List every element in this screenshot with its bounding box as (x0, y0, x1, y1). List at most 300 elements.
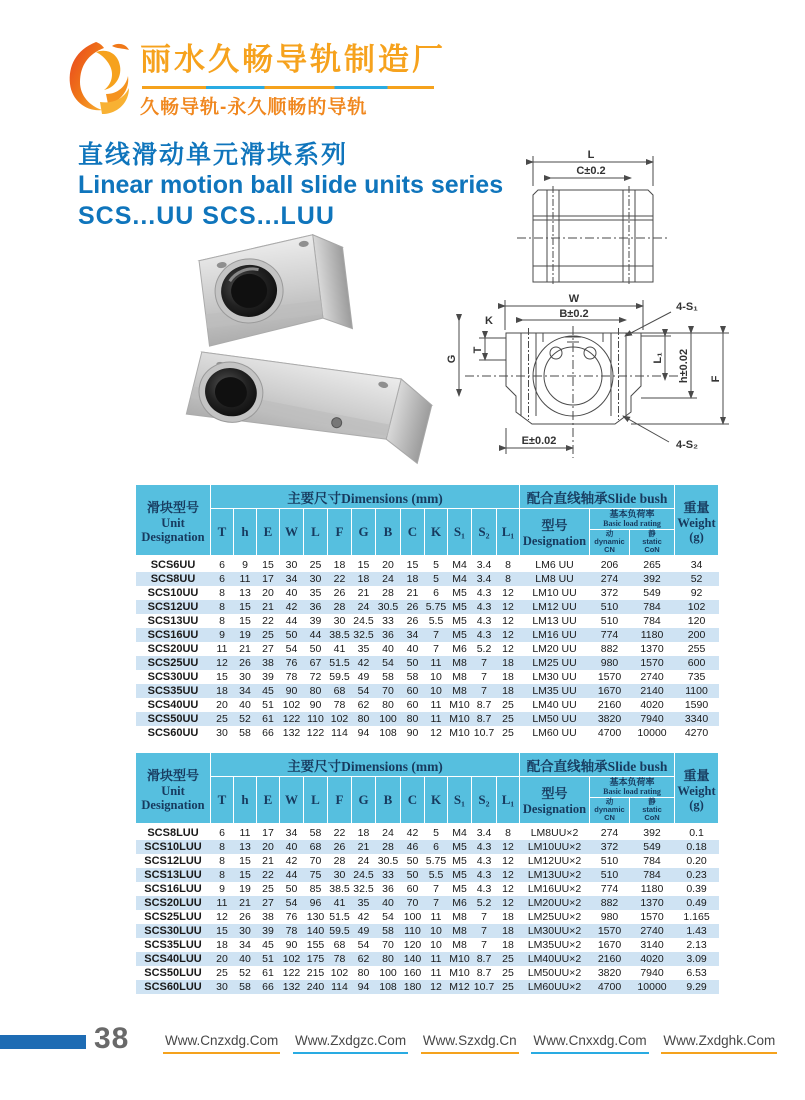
dim-label-T: T (472, 346, 484, 354)
value-cell: 28 (376, 840, 401, 854)
value-cell: LM6 UU (535, 559, 574, 571)
unit-designation-cell: SCS25LUU (144, 911, 202, 923)
website-link[interactable]: Www.Cnzxdg.Com (163, 1033, 280, 1054)
value-cell: 8 (211, 600, 234, 614)
value-cell: 44 (280, 868, 304, 882)
value-cell: 13 (239, 587, 251, 599)
value-cell: 35 (357, 643, 370, 655)
value-cell: M5 (448, 868, 472, 882)
value-cell: LM10UU×2 (520, 840, 590, 854)
value-cell: 44 (304, 628, 328, 642)
value-cell: 4020 (630, 952, 675, 966)
value-cell: 58 (376, 924, 401, 938)
value-cell: 7 (481, 671, 487, 683)
value-cell: 36 (376, 628, 401, 642)
value-cell: 33 (376, 868, 401, 882)
value-cell: 114 (331, 727, 348, 739)
value-cell: 24 (352, 600, 376, 614)
header-dynamic-load: 动 dynamic CN (590, 529, 630, 556)
value-cell: 26 (328, 840, 352, 854)
value-cell: 32.5 (353, 629, 374, 641)
value-cell: 7 (425, 896, 448, 910)
header-col-S1: S₁ (448, 777, 472, 825)
value-cell: 100 (403, 911, 422, 923)
value-cell: LM12 UU (520, 600, 590, 614)
value-cell: 30 (234, 924, 257, 938)
value-cell: 42 (285, 855, 298, 867)
value-cell: 8.7 (472, 952, 497, 966)
dim-label-W: W (568, 293, 580, 305)
unit-designation-cell: SCS30LUU (136, 924, 211, 938)
table-header (136, 485, 719, 557)
photo-long-slide-unit (186, 331, 436, 472)
value-cell: 600 (675, 656, 719, 670)
value-cell: 392 (643, 827, 661, 839)
value-cell: 60 (401, 684, 425, 698)
value-cell: M10 (449, 953, 470, 965)
value-cell: 17 (257, 572, 280, 586)
table-row (136, 600, 719, 614)
value-cell: 102 (330, 967, 349, 979)
value-cell: 784 (630, 868, 675, 882)
value-cell: 68 (304, 840, 328, 854)
value-cell: LM40UU×2 (520, 952, 590, 966)
header-dynamic-load: 动 dynamic CN (590, 797, 630, 824)
value-cell: LM25UU×2 (527, 911, 582, 923)
header-col-L: L (304, 777, 328, 825)
value-cell: M4 (452, 559, 467, 571)
value-cell: 20 (216, 699, 228, 711)
website-link[interactable]: Www.Zxdgzc.Com (293, 1033, 408, 1054)
value-cell: 3.4 (472, 572, 497, 586)
value-cell: 25 (497, 952, 520, 966)
value-cell: LM16UU×2 (527, 883, 582, 895)
value-cell: 7940 (640, 967, 664, 979)
value-cell: 76 (280, 656, 304, 670)
value-cell: 4700 (590, 980, 630, 994)
value-cell: 784 (643, 615, 661, 627)
header-col-h: h (234, 777, 257, 825)
value-cell: 54 (382, 911, 394, 923)
value-cell: 11 (430, 911, 442, 923)
value-cell: 6 (219, 559, 225, 571)
value-cell: 1.43 (675, 924, 719, 938)
value-cell: 10000 (630, 980, 675, 994)
dim-label-4S1: 4-S₁ (676, 301, 698, 313)
value-cell: 94 (352, 980, 376, 994)
value-cell: 15 (234, 600, 257, 614)
value-cell: 24.5 (353, 615, 374, 627)
value-cell: 274 (590, 572, 630, 586)
value-cell: 7 (472, 656, 497, 670)
value-cell: 784 (643, 855, 661, 867)
value-cell: 25 (309, 559, 322, 571)
value-cell: 372 (600, 587, 619, 599)
value-cell: 38.5 (329, 883, 350, 895)
value-cell: 160 (403, 967, 422, 979)
value-cell: 36 (304, 600, 328, 614)
value-cell: 66 (262, 727, 274, 739)
logo-underline (142, 86, 434, 89)
dim-label-h: h±0.02 (678, 348, 690, 384)
value-cell: 92 (690, 587, 703, 599)
value-cell: 12 (216, 911, 228, 923)
website-link[interactable]: Www.Zxdghk.Com (661, 1033, 777, 1054)
value-cell: M10 (449, 727, 470, 739)
value-cell: 1570 (630, 656, 675, 670)
value-cell: LM60UU×2 (520, 980, 590, 994)
header-col-E: E (257, 509, 280, 557)
header-dimensions-group: 主要尺寸Dimensions (mm) (211, 753, 520, 777)
value-cell: 51 (262, 699, 274, 711)
header-col-S2: S₂ (472, 777, 497, 825)
table-row (136, 854, 719, 868)
value-cell: 42 (280, 600, 304, 614)
table-row (136, 868, 719, 882)
value-cell: 215 (306, 967, 325, 979)
value-cell: 61 (262, 967, 274, 979)
value-cell: 60 (406, 699, 419, 711)
value-cell: 33 (382, 615, 394, 627)
value-cell: 20 (257, 840, 280, 854)
value-cell: 42 (357, 911, 370, 923)
value-cell: 54 (285, 643, 298, 655)
value-cell: 9 (242, 559, 248, 571)
value-cell: 102 (280, 952, 304, 966)
value-cell: 7 (481, 939, 487, 951)
value-cell: 102 (282, 699, 301, 711)
spec-table-scs-luu (135, 752, 719, 994)
value-cell: 25 (497, 980, 520, 994)
unit-designation-cell: SCS12UU (136, 600, 211, 614)
value-cell: 11 (430, 967, 442, 979)
value-cell: LM35UU×2 (527, 939, 582, 951)
value-cell: 51.5 (329, 911, 350, 923)
value-cell: 40 (280, 840, 304, 854)
value-cell: 0.39 (686, 883, 707, 895)
value-cell: 980 (590, 656, 630, 670)
header-unit-designation: 滑块型号 Unit Designation (136, 485, 211, 557)
value-cell: 22 (257, 868, 280, 882)
value-cell: 11 (234, 572, 257, 586)
header-col-C: C (401, 777, 425, 825)
value-cell: 17 (262, 827, 274, 839)
value-cell: 80 (357, 967, 370, 979)
website-link[interactable]: Www.Cnxxdg.Com (531, 1033, 648, 1054)
value-cell: LM35 UU (520, 684, 590, 698)
footer-blue-bar (0, 1035, 86, 1049)
value-cell: 15 (234, 868, 257, 882)
value-cell: 50 (280, 628, 304, 642)
value-cell: 21 (239, 643, 251, 655)
table-row (136, 684, 719, 698)
header-col-K: K (425, 509, 448, 557)
value-cell: 392 (630, 572, 675, 586)
value-cell: 1370 (630, 896, 675, 910)
value-cell: 18 (333, 559, 346, 571)
value-cell: 5.2 (472, 896, 497, 910)
value-cell: 15 (216, 671, 228, 683)
value-cell: 49 (357, 671, 370, 683)
value-cell: 3.09 (675, 952, 719, 966)
value-cell: 49 (352, 924, 376, 938)
value-cell: 25 (257, 628, 280, 642)
value-cell: LM12UU×2 (527, 855, 582, 867)
unit-designation-cell: SCS16UU (136, 628, 211, 642)
value-cell: 18 (502, 911, 514, 923)
value-cell: M5 (448, 600, 472, 614)
value-cell: 274 (600, 827, 619, 839)
value-cell: 58 (239, 727, 251, 739)
value-cell: 11 (216, 643, 228, 655)
value-cell: 10 (430, 939, 442, 951)
table-row (136, 586, 719, 600)
value-cell: 12 (502, 855, 514, 867)
value-cell: 70 (376, 684, 401, 698)
value-cell: 25 (497, 712, 520, 726)
table-row (136, 557, 719, 573)
value-cell: 8 (211, 840, 234, 854)
value-cell: 38 (262, 911, 274, 923)
value-cell: 6.53 (686, 967, 707, 979)
unit-designation-cell: SCS10LUU (136, 840, 211, 854)
value-cell: 4700 (597, 727, 622, 739)
value-cell: 94 (357, 727, 370, 739)
value-cell: 18 (401, 572, 425, 586)
value-cell: 80 (352, 712, 376, 726)
header-slide-bush-group: 配合直线轴承Slide bush (520, 753, 675, 777)
value-cell: 15 (262, 559, 274, 571)
value-cell: 34 (285, 827, 298, 839)
table-row (136, 910, 719, 924)
value-cell: 24 (376, 572, 401, 586)
value-cell: 3140 (640, 939, 664, 951)
value-cell: 80 (376, 952, 401, 966)
value-cell: 140 (304, 924, 328, 938)
value-cell: 80 (382, 699, 394, 711)
value-cell: 46 (401, 840, 425, 854)
value-cell: M6 (452, 643, 467, 655)
value-cell: 50 (401, 868, 425, 882)
value-cell: 21 (257, 600, 280, 614)
value-cell: 110 (304, 712, 328, 726)
value-cell: 108 (379, 727, 397, 739)
value-cell: 122 (282, 967, 301, 979)
value-cell: 12 (497, 628, 520, 642)
value-cell: 20 (262, 587, 274, 599)
value-cell: 120 (403, 939, 422, 951)
value-cell: 5 (433, 827, 439, 839)
value-cell: 50 (285, 883, 298, 895)
value-cell: 110 (401, 924, 425, 938)
value-cell: M10 (449, 967, 470, 979)
value-cell: 24 (357, 855, 370, 867)
value-cell: 90 (280, 684, 304, 698)
value-cell: 15 (211, 924, 234, 938)
table-row (136, 938, 719, 952)
header-col-S2: S₂ (472, 509, 497, 557)
unit-designation-cell: SCS50UU (136, 712, 211, 726)
value-cell: 32.5 (353, 883, 374, 895)
value-cell: 7 (433, 643, 439, 655)
value-cell: 5 (425, 572, 448, 586)
header-basic-load-rating: 基本负荷率 Basic load rating (590, 777, 675, 798)
value-cell: 38 (257, 656, 280, 670)
value-cell: 90 (285, 939, 298, 951)
value-cell: 30.5 (377, 855, 399, 867)
value-cell: 100 (379, 967, 397, 979)
value-cell: 8 (497, 572, 520, 586)
value-cell: 8 (505, 827, 511, 839)
value-cell: LM30 UU (532, 671, 577, 683)
value-cell: 1570 (640, 911, 664, 923)
value-cell: 30 (333, 615, 346, 627)
value-cell: 12 (502, 883, 514, 895)
value-cell: M5 (452, 587, 467, 599)
value-cell: M10 (449, 699, 470, 711)
value-cell: 5.5 (425, 868, 448, 882)
value-cell: 27 (262, 643, 274, 655)
value-cell: 22 (328, 572, 352, 586)
unit-designation-cell: SCS40LUU (136, 952, 211, 966)
value-cell: 122 (280, 712, 304, 726)
dim-label-C: C±0.2 (576, 165, 606, 177)
value-cell: 1100 (675, 684, 719, 698)
value-cell: 12 (497, 896, 520, 910)
value-cell: 102 (328, 712, 352, 726)
header-col-h: h (234, 509, 257, 557)
value-cell: 21 (262, 855, 274, 867)
value-cell: 2740 (640, 671, 664, 683)
value-cell: 3820 (590, 712, 630, 726)
value-cell: 18 (211, 684, 234, 698)
value-cell: 51 (257, 952, 280, 966)
value-cell: 20 (382, 559, 394, 571)
value-cell: 4.3 (472, 868, 497, 882)
website-link[interactable]: Www.Szxdg.Cn (421, 1033, 519, 1054)
header-basic-load-rating: 基本负荷率 Basic load rating (590, 509, 675, 530)
value-cell: 7 (472, 924, 497, 938)
value-cell: 41 (333, 643, 346, 655)
table-row (136, 726, 719, 740)
value-cell: 4.3 (472, 628, 497, 642)
value-cell: 70 (382, 939, 394, 951)
value-cell: 980 (600, 911, 619, 923)
value-cell: 67 (304, 656, 328, 670)
value-cell: 52 (675, 572, 719, 586)
table-row (136, 966, 719, 980)
value-cell: 15 (406, 559, 419, 571)
value-cell: 11 (211, 896, 234, 910)
value-cell: 39 (257, 924, 280, 938)
value-cell: 2160 (597, 699, 622, 711)
value-cell: 26 (406, 615, 419, 627)
value-cell: 52 (239, 967, 251, 979)
value-cell: LM13UU×2 (520, 868, 590, 882)
value-cell: 90 (309, 699, 322, 711)
value-cell: 132 (282, 727, 301, 739)
value-cell: 21 (234, 896, 257, 910)
value-cell: 30 (304, 572, 328, 586)
value-cell: 4020 (640, 699, 664, 711)
value-cell: 28 (328, 600, 352, 614)
header-bush-designation: 型号 Designation (520, 509, 590, 557)
value-cell: 10 (425, 684, 448, 698)
value-cell: 114 (328, 980, 352, 994)
unit-designation-cell: SCS60LUU (136, 980, 211, 994)
value-cell: 12 (502, 615, 514, 627)
value-cell: LM16 UU (520, 628, 590, 642)
value-cell: 6 (433, 587, 439, 599)
value-cell: 6 (425, 840, 448, 854)
table-row (136, 712, 719, 726)
value-cell: 24.5 (353, 869, 374, 881)
value-cell: 1.165 (683, 911, 710, 923)
value-cell: 30 (211, 980, 234, 994)
value-cell: 34 (690, 559, 703, 571)
header-dimensions-group: 主要尺寸Dimensions (mm) (211, 485, 520, 509)
value-cell: M4 (448, 572, 472, 586)
value-cell: 58 (234, 980, 257, 994)
value-cell: 5.5 (428, 615, 444, 627)
table-body-scs-uu (136, 557, 719, 741)
value-cell: 80 (304, 684, 328, 698)
value-cell: 372 (590, 840, 630, 854)
header-bush-designation: 型号 Designation (520, 777, 590, 825)
table-row (136, 840, 719, 854)
table-row (136, 670, 719, 684)
value-cell: 240 (304, 980, 328, 994)
table-row (136, 924, 719, 938)
value-cell: 4270 (684, 727, 709, 739)
value-cell: 75 (304, 868, 328, 882)
value-cell: 40 (376, 896, 401, 910)
value-cell: 8.7 (472, 712, 497, 726)
value-cell: 108 (376, 980, 401, 994)
value-cell: 100 (376, 712, 401, 726)
header-slide-bush-group: 配合直线轴承Slide bush (520, 485, 675, 509)
value-cell: 510 (600, 855, 619, 867)
value-cell: 3820 (597, 967, 622, 979)
header-col-B: B (376, 777, 401, 825)
value-cell: LM50 UU (520, 712, 590, 726)
company-name: 丽水久畅导轨制造厂 (140, 42, 446, 77)
header-static-load: 静 static CoN (630, 797, 675, 824)
value-cell: 66 (257, 980, 280, 994)
company-tagline: 久畅导轨-永久顺畅的导轨 (140, 97, 368, 118)
value-cell: 11 (425, 656, 448, 670)
value-cell: 200 (675, 628, 719, 642)
value-cell: M5 (452, 883, 467, 895)
value-cell: 50 (309, 643, 322, 655)
header-unit-designation: 滑块型号 Unit Designation (136, 753, 211, 825)
header-col-T: T (211, 509, 234, 557)
value-cell: 7 (481, 911, 487, 923)
value-cell: 18 (502, 671, 514, 683)
value-cell: 5.75 (425, 855, 447, 867)
unit-designation-cell: SCS35UU (136, 684, 211, 698)
value-cell: 7940 (630, 712, 675, 726)
value-cell: 0.23 (675, 868, 719, 882)
value-cell: 19 (239, 883, 251, 895)
value-cell: 45 (257, 684, 280, 698)
header-col-L: L (304, 509, 328, 557)
value-cell: 12 (502, 643, 514, 655)
value-cell: 510 (590, 600, 630, 614)
value-cell: 8 (219, 615, 225, 627)
value-cell: 27 (257, 896, 280, 910)
value-cell: 15 (239, 855, 251, 867)
